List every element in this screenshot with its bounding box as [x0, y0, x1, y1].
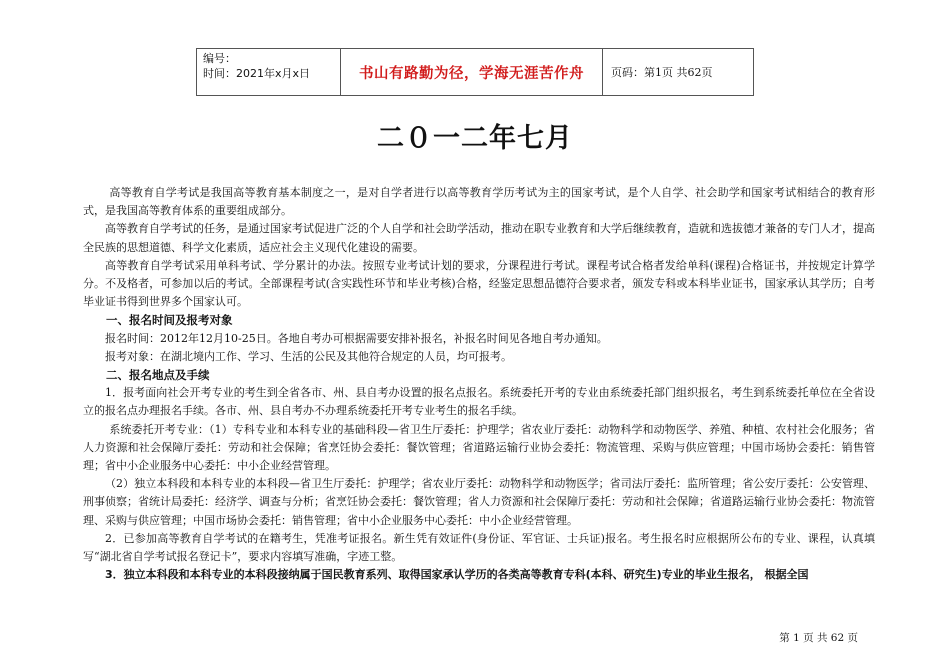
header-motto: 书山有路勤为径，学海无涯苦作舟: [341, 49, 603, 95]
header-meta-cell: [197, 49, 341, 95]
registration-target: 报考对象：在湖北境内工作、学习、生活的公民及其他符合规定的人员，均可报考。: [105, 349, 512, 363]
document-code-label: 编号：: [203, 52, 236, 65]
header-page-info: 页码：第1页 共62页: [611, 66, 713, 79]
document-title: 二０一二年七月: [377, 123, 573, 154]
section-2-heading: 二、报名地点及手续: [106, 368, 210, 383]
section-2-item-1b: （2）独立本科段和本科专业的本科段—省卫生厅委托：护理学；省农业厅委托：动物科学和动物医学；省司法厅委托：监所管理；省公安厅委托：公安管理、刑事侦察；省统计局委托：经济学、调查与分析；省烹饪协会委托：餐饮管理；省人力资源和社会保障厅委托：劳动和社会保障；省道路运输行业协会委托：物流管理、采购与供应管理；中国市场协会委托：销售管理；省中小企业服务中心委托：中小企业经营管理。: [83, 477, 875, 527]
section-2-item-3: 3．独立本科段和本科专业的本科段接纳属于国民教育系列、取得国家承认学历的各类高等教育专科(本科、研究生)专业的毕业生报名， 根据全国: [105, 568, 809, 582]
section-2-item-2: 2．已参加高等教育自学考试的在籍考生，凭准考证报名。新生凭有效证件(身份证、军官证、士兵证)报名。考生报名时应根据所公布的专业、课程，认真填写“湖北省自学考试报名登记卡”，要求内容填写准确，字迹工整。: [83, 531, 875, 564]
intro-paragraph-2: 高等教育自学考试的任务，是通过国家考试促进广泛的个人自学和社会助学活动，推动在职专业教育和大学后继续教育，造就和选拔德才兼备的专门人才，提高全民族的思想道德、科学文化素质，适应社会主义现代化建设的需要。: [83, 222, 875, 254]
intro-paragraph-3: 高等教育自学考试采用单科考试、学分累计的办法。按照专业考试计划的要求，分课程进行考试。课程考试合格者发给单科(课程)合格证书，并按规定计算学分。不及格者，可参加以后的考试。全部课程考试(含实践性环节和毕业考核)合格，经鉴定思想品德符合要求者，颁发专科或本科毕业证书，国家承认其学历；自考毕业证书得到世界多个国家认可。: [83, 258, 875, 309]
document-time-label: 时间：2021年x月x日: [203, 67, 311, 80]
registration-time: 报名时间：2012年12月10-25日。各地自考办可根据需要安排补报名，补报名时间见各地自考办通知。: [105, 331, 608, 345]
intro-paragraph-1: 高等教育自学考试是我国高等教育基本制度之一，是对自学者进行以高等教育学历考试为主的国家考试，是个人自学、社会助学和国家考试相结合的教育形式，是我国高等教育体系的重要组成部分。: [83, 186, 875, 218]
section-1-heading: 一、报名时间及报考对象: [106, 313, 233, 328]
section-2-item-1: 1．报考面向社会开考专业的考生到全省各市、州、县自考办设置的报名点报名。系统委托开考的专业由系统委托部门组织报名，考生到系统委托单位在全省设立的报名点办理报名手续。各市、州、县自考办不办理系统委托开考专业考生的报名手续。: [83, 386, 875, 418]
page-footer: 第 1 页 共 62 页: [779, 632, 858, 644]
document-header-table: [196, 48, 754, 96]
document-body: [83, 184, 875, 584]
section-2-item-1a: 系统委托开考专业：（1）专科专业和本科专业的基础科段—省卫生厅委托：护理学；省农业厅委托：动物科学和动物医学、养殖、种植、农村社会化服务；省人力资源和社会保障厅委托：劳动和社会保障；省烹饪协会委托：餐饮管理；省道路运输行业协会委托：物流管理、采购与供应管理；中国市场协会委托：销售管理；省中小企业服务中心委托：中小企业经营管理。: [83, 422, 875, 473]
